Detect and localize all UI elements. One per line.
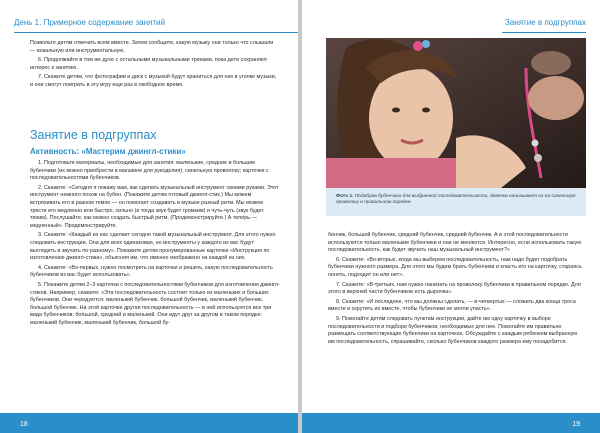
right-page [302, 0, 600, 433]
paragraph: 1. Подготовьте материалы, необходимые для занятия: маленькие, средние и большие бубенчики (их можно приобрести в магазине для рукоделия); синельную проволоку; карточки с последовательностями бубенчиков. [30, 160, 269, 182]
left-page [0, 0, 298, 433]
paragraph: 2. Скажите: «Сегодня я покажу вам, как сделать музыкальный инструмент своими руками. Этот инструмент немного похож на бубен. (Покажите детям готовый джингл-стик.) Мы можем встряхивать его в разном темпе — он помогает создавать в музыке разный ритм. Мы можем трясти его медленно или быстро, сильно (и тогда звук будет громким) и чуть-чуть (звук будет тихим). Послушайте, как можно создать быстрый ритм. (Продемонстрируйте.) А теперь — медленный». Продемонстрируйте. [30, 184, 279, 229]
caption-label: Фото 1. [336, 194, 354, 199]
paragraph: 7. Скажите детям, что фотографии и диск с музыкой будут храниться для них в уголке музыки, и они смогут поиграть в эту игру еще раз в свободное время. [30, 74, 277, 88]
paragraph: 4. Скажите: «Во-первых, нужно посмотреть на карточки и решить, какую последовательность бубенчиков из вас будет использовать». [30, 264, 273, 279]
activity-heading: Активность: «Мастерим джингл-стики» [30, 147, 186, 156]
header-rule-left [14, 32, 298, 33]
footer-bar-left [0, 413, 298, 433]
header-rule-right [502, 32, 586, 33]
page-number-left: 18 [20, 421, 28, 428]
intro-text [30, 40, 280, 92]
running-head-right: Занятие в подгруппах [505, 18, 586, 27]
paragraph: 6. Скажите: «Во-вторых, когда мы выберем последовательность, нам надо будет подобрать бубенчики нужного размера. Для этого мы будем брать бубенчики и класть его на карточку, стараясь понять, подходит он или нет». [328, 256, 582, 278]
photo-girl-stringing-bells [326, 38, 586, 188]
activity-text [30, 160, 280, 329]
photo-illustration [326, 38, 586, 188]
photo-caption-box [326, 188, 586, 216]
paragraph: 3. Скажите: «Каждый из нас сделает сегодня такой музыкальный инструмент. Для этого нужно следовать инструкции. Она для всех одинаковая, но инструменты у каждого из вас будут выглядеть и звучать по-разному». Покажите детям пронумерованные карточки «Инструкция по изготовлению джингл-стика», объясняя им, что именно изображено на каждой из них. [30, 232, 276, 262]
page-number-right: 19 [572, 421, 580, 428]
paragraph: Позвольте детям отвечать всем вместе. Затем сообщите, какую музыку они только что слышали — вокальную или инструментальную. [30, 40, 274, 54]
footer-bar-right [302, 413, 600, 433]
paragraph: 5. Покажите детям 2–3 карточки с последовательностями бубенчиков для изготовления джингл-стиков. Например, скажите: «Эта последовательность состоит только из маленьких и больших бубенчиков. Они чередуются: маленький бубенчик, большой бубенчик, маленький бубенчик, большой бубенчик. На этой карточке другая последовательность — в ней используются все три вида бубенчиков: большой, средний и маленький. Они идут друг за другом в таком порядке: маленький бубенчик, маленький бубенчик, большой бу- [30, 281, 280, 326]
paragraph: 8. Скажите: «И последнее, что мы должны сделать, — в-четвертых — сложить два конца троса вместе и скрутить их вместе, чтобы бубенчики не могли упасть». [328, 298, 576, 313]
paragraph: 9. Помогайте детям следовать пунктам инструкции, дайте им одну карточку в выборе последовательности и подборе бубенчиков, необходимых для нее. Помогайте им правильно размещать соответствующие бубенчики на карточках. Обсуждайте с каждым ребенком выбранную им последовательность, спрашивайте, сколько бубенчиков каждого размера ему понадобится. [328, 315, 578, 345]
right-body-text [328, 232, 584, 348]
running-head-left: День 1. Примерное содержание занятий [14, 18, 165, 27]
paragraph: 7. Скажите: «В-третьих, нам нужно нанизать на проволоку бубенчики в правильном порядке. Для этого в верхней части бубенчиков есть дырочка». [328, 281, 581, 296]
paragraph: 6. Продолжайте в том же духе с остальными музыкальными треками, пока дети сохраняют интерес к занятию. [30, 57, 268, 71]
caption-text: Подобрав бубенчики для выбранной последовательности, девочка нанизывает их на синельную проволоку в правильном порядке. [336, 194, 576, 206]
section-heading: Занятие в подгруппах [30, 128, 157, 142]
photo-caption [336, 194, 576, 206]
paragraph: бенчик, большой бубенчик, средний бубенчик, средний бубенчик. А в этой последовательности используются только маленькие бубенчики и они не меняются. Интересно, если использовать такую последовательность, как будет звучать наш музыкальный инструмент?» [328, 232, 582, 254]
